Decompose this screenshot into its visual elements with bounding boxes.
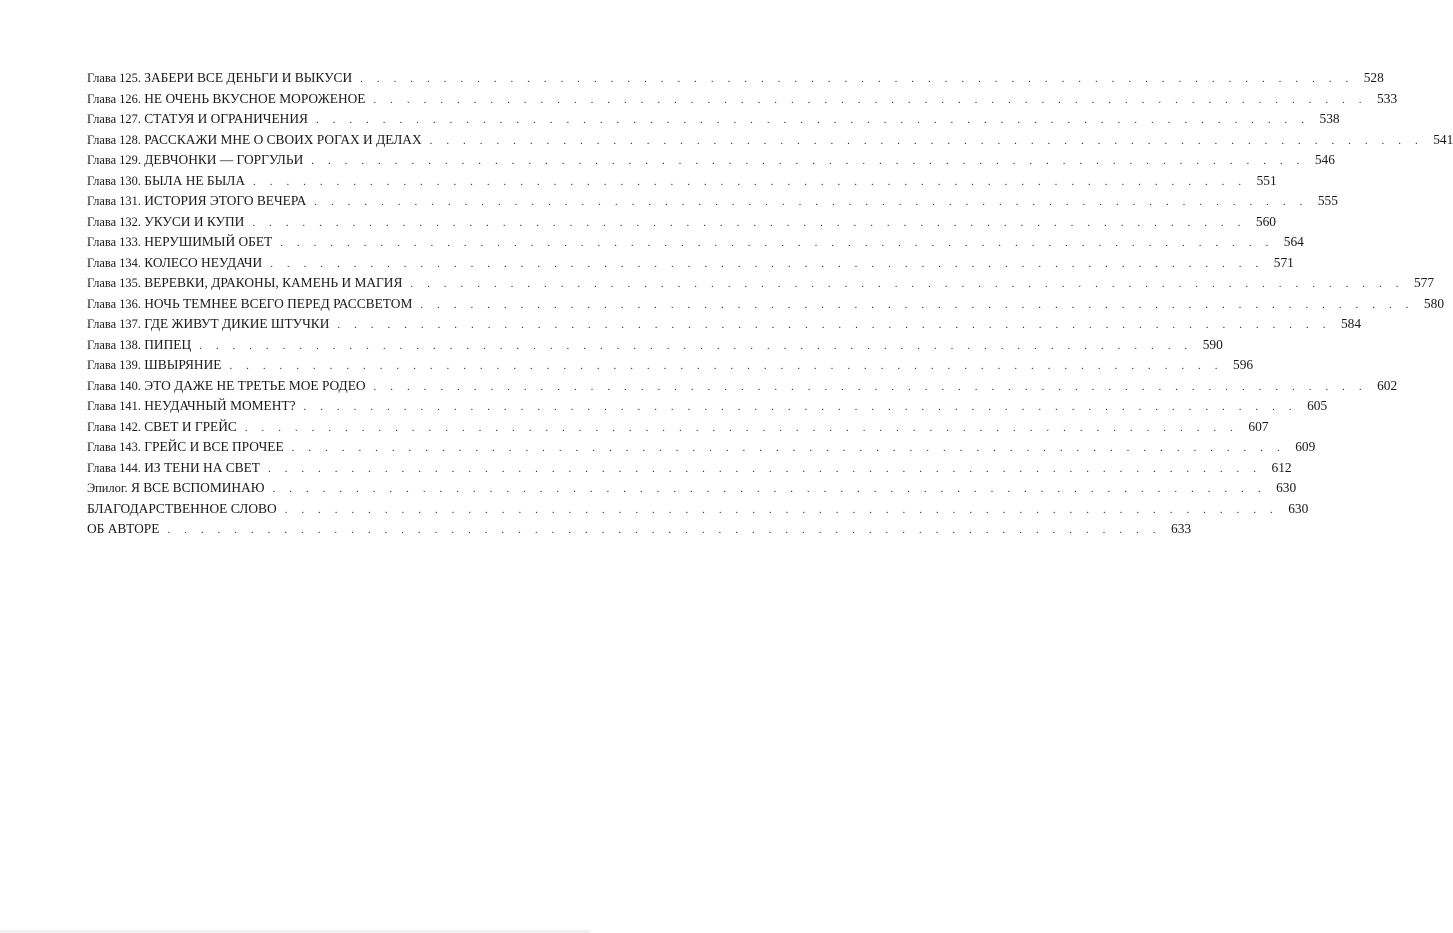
toc-entry xyxy=(87,396,1328,417)
toc-chapter-title: БЫЛА НЕ БЫЛА xyxy=(144,172,246,188)
toc-chapter-label: Глава 137. xyxy=(87,317,141,331)
toc-dot-leader: . . . . . . . . . . . . . . . . . . . . . . . . . . . . . . . . . . . . . . . . . . . . . . . . . . . . . . . . . . . . xyxy=(199,339,1193,352)
toc-chapter-label: Глава 132. xyxy=(87,214,141,229)
toc-dot-leader: . . . . . . . . . . . . . . . . . . . . . . . . . . . . . . . . . . . . . . . . . . . . . . . . . . . . . . . . . . . . xyxy=(284,503,1279,516)
toc-chapter-label: Глава 129. xyxy=(87,153,141,167)
toc-chapter-label: Глава 141. xyxy=(87,399,141,413)
toc-chapter-label: Глава 134. xyxy=(87,255,141,270)
toc-chapter-title: ЭТО ДАЖЕ НЕ ТРЕТЬЕ МОЕ РОДЕО xyxy=(144,377,366,393)
toc-page-number: 607 xyxy=(1248,418,1269,434)
toc-chapter-title: БЛАГОДАРСТВЕННОЕ СЛОВО xyxy=(87,500,277,516)
toc-dot-leader: . . . . . . . . . . . . . . . . . . . . . . . . . . . . . . . . . . . . . . . . . . . . . . . . . . . . . . . . . . . . xyxy=(315,114,1310,126)
toc-chapter-label: Глава 143. xyxy=(87,440,141,454)
toc-dot-leader: . . . . . . . . . . . . . . . . . . . . . . . . . . . . . . . . . . . . . . . . . . . . . . . . . . . . . . . . . . . . xyxy=(420,298,1415,311)
toc-chapter-title: УКУСИ И КУПИ xyxy=(144,213,245,229)
toc-chapter-title: ИЗ ТЕНИ НА СВЕТ xyxy=(144,459,260,475)
toc-entry-heading xyxy=(87,519,159,540)
toc-page-number: 560 xyxy=(1255,213,1276,229)
toc-entry xyxy=(87,417,1269,438)
toc-page-number: 564 xyxy=(1283,234,1304,249)
toc-chapter-title: НЕРУШИМЫЙ ОБЕТ xyxy=(144,234,273,249)
toc-dot-leader: . . . . . . . . . . . . . . . . . . . . . . . . . . . . . . . . . . . . . . . . . . . . . . . . . . . . . . . . . . . . xyxy=(373,380,1368,393)
toc-entry xyxy=(87,212,1276,233)
toc-page-number: 551 xyxy=(1256,172,1277,188)
toc-entry-heading xyxy=(87,396,296,417)
toc-entry xyxy=(87,519,1192,540)
toc-dot-leader: . . . . . . . . . . . . . . . . . . . . . . . . . . . . . . . . . . . . . . . . . . . . . . . . . . . . . . . . . . . . xyxy=(267,462,1262,475)
toc-chapter-label: Глава 136. xyxy=(87,296,141,311)
toc-chapter-title: КОЛЕСО НЕУДАЧИ xyxy=(144,254,263,270)
toc-chapter-title: ВЕРЕВКИ, ДРАКОНЫ, КАМЕНЬ И МАГИЯ xyxy=(144,275,403,290)
toc-entry xyxy=(87,130,1453,151)
toc-entry xyxy=(87,150,1335,171)
toc-dot-leader: . . . . . . . . . . . . . . . . . . . . . . . . . . . . . . . . . . . . . . . . . . . . . . . . . . . . . . . . . . . . xyxy=(337,319,1332,331)
toc-entry xyxy=(87,253,1294,274)
toc-chapter-label: Глава 127. xyxy=(87,112,141,126)
toc-dot-leader: . . . . . . . . . . . . . . . . . . . . . . . . . . . . . . . . . . . . . . . . . . . . . . . . . . . . . . . . . . . . xyxy=(167,524,1162,536)
toc-page-number: 538 xyxy=(1319,111,1340,126)
toc-dot-leader: . . . . . . . . . . . . . . . . . . . . . . . . . . . . . . . . . . . . . . . . . . . . . . . . . . . . . . . . . . . . xyxy=(229,360,1224,372)
toc-page-number: 633 xyxy=(1171,521,1192,536)
toc-chapter-title: ОБ АВТОРЕ xyxy=(87,521,160,536)
toc-dot-leader: . . . . . . . . . . . . . . . . . . . . . . . . . . . . . . . . . . . . . . . . . . . . . . . . . . . . . . . . . . . . xyxy=(429,134,1424,147)
toc-entry-heading xyxy=(87,355,221,376)
toc-entry xyxy=(87,335,1223,356)
toc-dot-leader: . . . . . . . . . . . . . . . . . . . . . . . . . . . . . . . . . . . . . . . . . . . . . . . . . . . . . . . . . . . . xyxy=(291,442,1286,454)
toc-page-number: 577 xyxy=(1413,275,1435,290)
toc-dot-leader: . . . . . . . . . . . . . . . . . . . . . . . . . . . . . . . . . . . . . . . . . . . . . . . . . . . . . . . . . . . . xyxy=(373,93,1368,106)
toc-chapter-title: НЕУДАЧНЫЙ МОМЕНТ? xyxy=(144,398,296,413)
toc-entry xyxy=(87,191,1338,212)
toc-entry-heading xyxy=(87,294,412,315)
toc-chapter-label: Эпилог. xyxy=(87,481,128,495)
toc-entry xyxy=(87,314,1362,335)
toc-page-number: 609 xyxy=(1295,439,1316,454)
toc-entry-heading xyxy=(87,171,245,192)
toc-entry-heading xyxy=(87,417,237,438)
toc-entry xyxy=(87,499,1309,520)
toc-entry-heading xyxy=(87,273,402,294)
toc-chapter-title: НОЧЬ ТЕМНЕЕ ВСЕГО ПЕРЕД РАССВЕТОМ xyxy=(144,295,413,311)
toc-entry xyxy=(87,376,1398,397)
toc-entry-heading xyxy=(87,478,265,499)
toc-chapter-label: Глава 135. xyxy=(87,276,141,290)
toc-page-number: 612 xyxy=(1271,459,1292,475)
toc-page-number: 630 xyxy=(1276,480,1297,495)
toc-page-number: 571 xyxy=(1273,254,1294,270)
toc-chapter-title: ПИПЕЦ xyxy=(144,336,192,352)
toc-dot-leader: . . . . . . . . . . . . . . . . . . . . . . . . . . . . . . . . . . . . . . . . . . . . . . . . . . . . . . . . . . . . xyxy=(252,216,1246,229)
toc-dot-leader: . . . . . . . . . . . . . . . . . . . . . . . . . . . . . . . . . . . . . . . . . . . . . . . . . . . . . . . . . . . . xyxy=(360,73,1354,85)
toc-entry xyxy=(87,109,1340,130)
toc-entry-heading xyxy=(87,458,260,479)
toc-entry xyxy=(87,171,1277,192)
toc-dot-leader: . . . . . . . . . . . . . . . . . . . . . . . . . . . . . . . . . . . . . . . . . . . . . . . . . . . . . . . . . . . . xyxy=(314,196,1308,208)
toc-chapter-label: Глава 144. xyxy=(87,460,141,475)
toc-entry-heading xyxy=(87,130,422,151)
toc-dot-leader: . . . . . . . . . . . . . . . . . . . . . . . . . . . . . . . . . . . . . . . . . . . . . . . . . . . . . . . . . . . . xyxy=(280,237,1274,249)
toc-chapter-title: ШВЫРЯНИЕ xyxy=(144,357,222,372)
toc-entry-heading xyxy=(87,232,272,253)
toc-dot-leader: . . . . . . . . . . . . . . . . . . . . . . . . . . . . . . . . . . . . . . . . . . . . . . . . . . . . . . . . . . . . xyxy=(253,175,1247,188)
toc-page-number: 528 xyxy=(1363,70,1384,85)
toc-entry xyxy=(87,437,1316,458)
toc-page-number: 580 xyxy=(1423,295,1445,311)
table-of-contents xyxy=(87,68,1453,540)
toc-entry-heading xyxy=(87,89,365,110)
toc-entry xyxy=(87,458,1292,479)
toc-entry xyxy=(87,294,1445,315)
toc-entry-heading xyxy=(87,150,303,171)
toc-chapter-label: Глава 140. xyxy=(87,378,141,393)
toc-entry-heading xyxy=(87,109,308,130)
toc-entry xyxy=(87,355,1254,376)
toc-chapter-label: Глава 128. xyxy=(87,132,141,147)
toc-entry xyxy=(87,68,1384,89)
toc-entry-heading xyxy=(87,253,262,274)
toc-chapter-title: ЗАБЕРИ ВСЕ ДЕНЬГИ И ВЫКУСИ xyxy=(144,70,353,85)
toc-page-number: 584 xyxy=(1340,316,1362,331)
toc-chapter-title: Я ВСЕ ВСПОМИНАЮ xyxy=(130,480,265,495)
toc-entry-heading xyxy=(87,212,244,233)
toc-chapter-label: Глава 130. xyxy=(87,173,141,188)
toc-dot-leader: . . . . . . . . . . . . . . . . . . . . . . . . . . . . . . . . . . . . . . . . . . . . . . . . . . . . . . . . . . . . xyxy=(303,401,1298,413)
toc-chapter-title: СТАТУЯ И ОГРАНИЧЕНИЯ xyxy=(144,111,308,126)
toc-entry-heading xyxy=(87,376,366,397)
toc-entry-heading xyxy=(87,68,352,89)
toc-entry xyxy=(87,478,1297,499)
toc-entry xyxy=(87,89,1398,110)
toc-entry-heading xyxy=(87,499,277,520)
toc-entry-heading xyxy=(87,437,284,458)
toc-chapter-title: ИСТОРИЯ ЭТОГО ВЕЧЕРА xyxy=(144,193,307,208)
toc-page-number: 605 xyxy=(1307,398,1328,413)
toc-chapter-label: Глава 142. xyxy=(87,419,141,434)
toc-dot-leader: . . . . . . . . . . . . . . . . . . . . . . . . . . . . . . . . . . . . . . . . . . . . . . . . . . . . . . . . . . . . xyxy=(244,421,1239,434)
toc-dot-leader: . . . . . . . . . . . . . . . . . . . . . . . . . . . . . . . . . . . . . . . . . . . . . . . . . . . . . . . . . . . . xyxy=(311,155,1305,167)
toc-page-number: 590 xyxy=(1202,336,1223,352)
toc-chapter-label: Глава 139. xyxy=(87,358,141,372)
toc-chapter-label: Глава 138. xyxy=(87,337,141,352)
toc-chapter-title: ДЕВЧОНКИ — ГОРГУЛЬИ xyxy=(144,152,304,167)
toc-entry-heading xyxy=(87,335,191,356)
toc-chapter-label: Глава 131. xyxy=(87,194,141,208)
toc-page-number: 596 xyxy=(1233,357,1254,372)
toc-chapter-title: ГРЕЙС И ВСЕ ПРОЧЕЕ xyxy=(144,439,284,454)
toc-chapter-label: Глава 126. xyxy=(87,91,141,106)
toc-page-number: 555 xyxy=(1317,193,1338,208)
toc-chapter-title: ГДЕ ЖИВУТ ДИКИЕ ШТУЧКИ xyxy=(144,316,330,331)
toc-page-number: 533 xyxy=(1377,90,1398,106)
toc-dot-leader: . . . . . . . . . . . . . . . . . . . . . . . . . . . . . . . . . . . . . . . . . . . . . . . . . . . . . . . . . . . . xyxy=(272,483,1267,495)
toc-chapter-label: Глава 125. xyxy=(87,71,141,85)
toc-entry xyxy=(87,273,1435,294)
toc-chapter-title: СВЕТ И ГРЕЙС xyxy=(144,418,237,434)
toc-dot-leader: . . . . . . . . . . . . . . . . . . . . . . . . . . . . . . . . . . . . . . . . . . . . . . . . . . . . . . . . . . . . xyxy=(270,257,1264,270)
toc-page-number: 602 xyxy=(1377,377,1398,393)
toc-entry xyxy=(87,232,1304,253)
toc-page-number: 630 xyxy=(1288,500,1309,516)
toc-page-number: 546 xyxy=(1314,152,1335,167)
toc-chapter-title: РАССКАЖИ МНЕ О СВОИХ РОГАХ И ДЕЛАХ xyxy=(144,131,422,147)
toc-entry-heading xyxy=(87,314,329,335)
toc-chapter-label: Глава 133. xyxy=(87,235,141,249)
toc-dot-leader: . . . . . . . . . . . . . . . . . . . . . . . . . . . . . . . . . . . . . . . . . . . . . . . . . . . . . . . . . . . . xyxy=(410,278,1405,290)
toc-chapter-title: НЕ ОЧЕНЬ ВКУСНОЕ МОРОЖЕНОЕ xyxy=(144,90,366,106)
toc-entry-heading xyxy=(87,191,306,212)
toc-page-number: 541 xyxy=(1433,131,1453,147)
